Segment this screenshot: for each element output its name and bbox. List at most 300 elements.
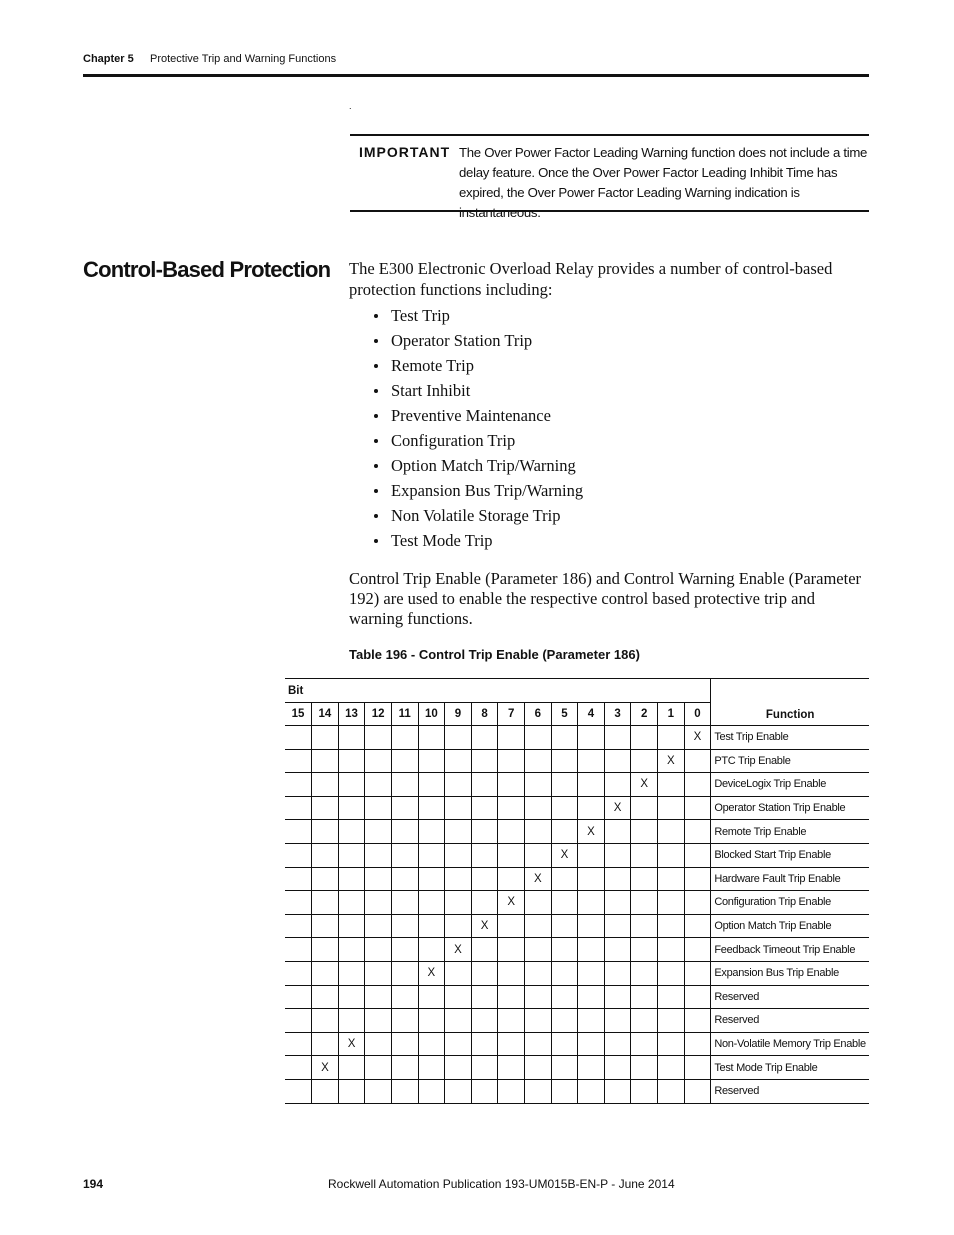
- list-item: Operator Station Trip: [371, 328, 583, 353]
- bit-cell: [445, 796, 472, 820]
- bit-cell: [604, 726, 631, 750]
- function-cell: Reserved: [711, 1079, 869, 1103]
- header-rule: [83, 74, 869, 77]
- function-cell: Test Mode Trip Enable: [711, 1056, 869, 1080]
- bit-cell: [365, 796, 392, 820]
- bit-cell: [498, 843, 525, 867]
- bit-cell: [551, 1079, 578, 1103]
- bit-cell: [604, 985, 631, 1009]
- list-item: Expansion Bus Trip/Warning: [371, 478, 583, 503]
- bit-cell: [391, 726, 418, 750]
- bit-cell: [551, 914, 578, 938]
- bit-cell: [312, 867, 339, 891]
- publication-info: Rockwell Automation Publication 193-UM015B-EN-P - June 2014: [328, 1177, 675, 1191]
- chapter-title: Protective Trip and Warning Functions: [150, 53, 337, 65]
- bit-set-mark: X: [533, 872, 542, 885]
- bit-cell: [312, 843, 339, 867]
- bit-cell: [631, 773, 658, 797]
- bit-cell: [471, 1032, 498, 1056]
- bit-cell: [498, 985, 525, 1009]
- bit-cell: [578, 1032, 605, 1056]
- bit-cell: [312, 1056, 339, 1080]
- bit-cell: [524, 843, 551, 867]
- bit-cell: [338, 1079, 365, 1103]
- function-cell: Hardware Fault Trip Enable: [711, 867, 869, 891]
- bit-cell: [604, 914, 631, 938]
- bit-header: 11: [391, 703, 418, 726]
- bit-cell: [658, 938, 685, 962]
- bit-cell: [391, 749, 418, 773]
- bit-cell: [524, 726, 551, 750]
- bit-cell: [391, 1032, 418, 1056]
- bit-cell: [578, 961, 605, 985]
- bit-cell: [604, 773, 631, 797]
- bit-cell: [631, 1009, 658, 1033]
- list-item: Test Mode Trip: [371, 528, 583, 553]
- bit-cell: [604, 891, 631, 915]
- bit-cell: [551, 1009, 578, 1033]
- bit-cell: [285, 985, 312, 1009]
- bit-cell: [312, 749, 339, 773]
- bit-cell: [418, 1056, 445, 1080]
- bit-cell: [631, 985, 658, 1009]
- bit-cell: [471, 891, 498, 915]
- bit-cell: [312, 985, 339, 1009]
- bit-cell: [365, 843, 392, 867]
- bit-cell: [578, 1009, 605, 1033]
- bit-cell: [631, 796, 658, 820]
- bit-set-mark: X: [667, 754, 675, 767]
- function-cell: Reserved: [711, 985, 869, 1009]
- bit-cell: [338, 938, 365, 962]
- function-column-header: Function: [711, 679, 869, 726]
- table-row: [285, 891, 869, 915]
- bit-cell: [684, 1056, 711, 1080]
- bit-cell: [658, 1032, 685, 1056]
- bit-cell: [338, 1009, 365, 1033]
- bit-cell: [551, 773, 578, 797]
- bit-cell: [471, 1009, 498, 1033]
- important-text: The Over Power Factor Leading Warning function does not include a time delay feature. Once the Over Power Factor Leading Inhibit Time has expired, the Over Power Factor Leading Warning indication is instantaneous.: [459, 145, 868, 220]
- bit-cell: [578, 749, 605, 773]
- bit-cell: [631, 938, 658, 962]
- bit-cell: [498, 961, 525, 985]
- bit-cell: [604, 867, 631, 891]
- bit-cell: [445, 1032, 472, 1056]
- bit-cell: [391, 843, 418, 867]
- bit-cell: [578, 938, 605, 962]
- bit-set-mark: X: [321, 1061, 329, 1074]
- bit-cell: [551, 1056, 578, 1080]
- bit-cell: [498, 820, 525, 844]
- bit-set-mark: X: [427, 967, 436, 980]
- bit-cell: [658, 773, 685, 797]
- bit-cell: [551, 843, 578, 867]
- bit-cell: [471, 820, 498, 844]
- bit-cell: [684, 985, 711, 1009]
- important-label: IMPORTANT: [359, 144, 451, 160]
- list-item: Non Volatile Storage Trip: [371, 503, 583, 528]
- bit-cell: [285, 773, 312, 797]
- function-cell: DeviceLogix Trip Enable: [711, 773, 869, 797]
- bit-cell: [365, 867, 392, 891]
- chapter-label: Chapter 5: [83, 53, 134, 65]
- protection-function-list: [371, 303, 583, 553]
- bit-cell: [471, 726, 498, 750]
- function-cell: Test Trip Enable: [711, 726, 869, 750]
- bit-cell: [365, 1056, 392, 1080]
- bit-cell: [631, 961, 658, 985]
- table-row: [285, 938, 869, 962]
- bit-cell: [365, 961, 392, 985]
- bit-cell: [365, 891, 392, 915]
- bit-cell: [471, 796, 498, 820]
- table-row: [285, 867, 869, 891]
- function-cell: Operator Station Trip Enable: [711, 796, 869, 820]
- bit-cell: [551, 891, 578, 915]
- bit-cell: [631, 867, 658, 891]
- function-cell: PTC Trip Enable: [711, 749, 869, 773]
- bit-cell: [365, 1032, 392, 1056]
- bit-cell: [365, 938, 392, 962]
- bit-cell: [631, 843, 658, 867]
- bit-cell: [658, 1079, 685, 1103]
- table-row: [285, 1032, 869, 1056]
- bit-cell: [312, 773, 339, 797]
- bit-cell: [312, 961, 339, 985]
- table-row: [285, 726, 869, 750]
- bit-cell: [445, 773, 472, 797]
- bit-cell: [418, 914, 445, 938]
- bit-cell: [338, 820, 365, 844]
- list-item: Option Match Trip/Warning: [371, 453, 583, 478]
- bit-cell: [578, 796, 605, 820]
- bit-cell: [338, 796, 365, 820]
- bit-cell: [658, 961, 685, 985]
- bit-cell: [338, 961, 365, 985]
- bit-cell: [498, 914, 525, 938]
- section-heading: Control-Based Protection: [83, 257, 331, 282]
- bit-cell: [658, 985, 685, 1009]
- bit-cell: [471, 867, 498, 891]
- bit-cell: [524, 985, 551, 1009]
- bit-cell: [631, 820, 658, 844]
- control-trip-enable-table: [285, 678, 869, 1104]
- bit-cell: [658, 1056, 685, 1080]
- bit-cell: [498, 749, 525, 773]
- function-cell: Blocked Start Trip Enable: [711, 843, 869, 867]
- bit-set-mark: X: [454, 943, 462, 956]
- table-row: [285, 1079, 869, 1103]
- bit-cell: [365, 985, 392, 1009]
- bit-set-mark: X: [613, 802, 622, 815]
- bit-cell: [338, 1056, 365, 1080]
- bit-cell: [551, 985, 578, 1009]
- bit-cell: [418, 773, 445, 797]
- bit-cell: [631, 1056, 658, 1080]
- list-item: Preventive Maintenance: [371, 403, 583, 428]
- bit-cell: [391, 796, 418, 820]
- bit-cell: [285, 1032, 312, 1056]
- table-row: [285, 961, 869, 985]
- bit-cell: [631, 914, 658, 938]
- bit-cell: [498, 1032, 525, 1056]
- bit-cell: [285, 961, 312, 985]
- bit-cell: [658, 843, 685, 867]
- bit-cell: [445, 985, 472, 1009]
- bit-cell: [365, 749, 392, 773]
- bit-cell: [684, 843, 711, 867]
- table-row: [285, 1009, 869, 1033]
- bit-cell: [524, 749, 551, 773]
- function-cell: Expansion Bus Trip Enable: [711, 961, 869, 985]
- bit-cell: [658, 820, 685, 844]
- bit-cell: [445, 1079, 472, 1103]
- bit-cell: [658, 1009, 685, 1033]
- bit-cell: [445, 914, 472, 938]
- bit-cell: [684, 1079, 711, 1103]
- bit-cell: [524, 773, 551, 797]
- bit-cell: [604, 1079, 631, 1103]
- bit-cell: [498, 796, 525, 820]
- bit-cell: [498, 867, 525, 891]
- bit-cell: [578, 1056, 605, 1080]
- bit-cell: [338, 726, 365, 750]
- bit-cell: [338, 867, 365, 891]
- bit-header: 6: [524, 703, 551, 726]
- bit-cell: [445, 938, 472, 962]
- bit-set-mark: X: [347, 1038, 356, 1051]
- bit-cell: [285, 749, 312, 773]
- bit-cell: [658, 914, 685, 938]
- bit-cell: [391, 1056, 418, 1080]
- bit-set-mark: X: [507, 896, 516, 909]
- bit-cell: [578, 773, 605, 797]
- bit-cell: [391, 1079, 418, 1103]
- bit-cell: [524, 1056, 551, 1080]
- bit-cell: [684, 1032, 711, 1056]
- bit-cell: [338, 749, 365, 773]
- bit-cell: [312, 914, 339, 938]
- bit-cell: [684, 726, 711, 750]
- bit-cell: [471, 914, 498, 938]
- bit-cell: [684, 938, 711, 962]
- bit-header: 10: [418, 703, 445, 726]
- bit-cell: [684, 749, 711, 773]
- bit-cell: [524, 1009, 551, 1033]
- bit-cell: [285, 1009, 312, 1033]
- bit-cell: [498, 1009, 525, 1033]
- bit-cell: [285, 867, 312, 891]
- function-cell: Feedback Timeout Trip Enable: [711, 938, 869, 962]
- bit-cell: [418, 867, 445, 891]
- bit-cell: [338, 773, 365, 797]
- bit-cell: [471, 1056, 498, 1080]
- bit-cell: [498, 938, 525, 962]
- function-cell: Non-Volatile Memory Trip Enable: [711, 1032, 869, 1056]
- bit-cell: [285, 1056, 312, 1080]
- function-cell: Remote Trip Enable: [711, 820, 869, 844]
- bit-cell: [418, 1032, 445, 1056]
- bit-cell: [285, 1079, 312, 1103]
- bit-cell: [445, 1009, 472, 1033]
- list-item: Configuration Trip: [371, 428, 583, 453]
- bit-cell: [285, 891, 312, 915]
- bit-header: 5: [551, 703, 578, 726]
- bit-cell: [391, 867, 418, 891]
- bit-cell: [418, 843, 445, 867]
- bit-cell: [578, 1079, 605, 1103]
- bit-cell: [365, 1079, 392, 1103]
- bit-cell: [471, 938, 498, 962]
- bit-cell: [312, 726, 339, 750]
- bit-cell: [471, 961, 498, 985]
- bit-cell: [312, 1009, 339, 1033]
- bit-header: 8: [471, 703, 498, 726]
- bit-set-mark: X: [587, 825, 595, 838]
- function-cell: Option Match Trip Enable: [711, 914, 869, 938]
- function-cell: Configuration Trip Enable: [711, 891, 869, 915]
- bit-cell: [391, 1009, 418, 1033]
- bit-cell: [391, 820, 418, 844]
- bit-cell: [604, 749, 631, 773]
- bit-cell: [551, 796, 578, 820]
- bit-set-mark: X: [640, 778, 649, 791]
- bit-cell: [445, 891, 472, 915]
- bit-cell: [551, 938, 578, 962]
- bit-header: 12: [365, 703, 392, 726]
- list-item: Start Inhibit: [371, 378, 583, 403]
- bit-cell: [684, 891, 711, 915]
- intro-paragraph: The E300 Electronic Overload Relay provides a number of control-based protection functions including:: [349, 259, 833, 299]
- bit-cell: [524, 1032, 551, 1056]
- bit-cell: [445, 749, 472, 773]
- bit-cell: [285, 796, 312, 820]
- bit-cell: [312, 938, 339, 962]
- bit-cell: [551, 726, 578, 750]
- bit-cell: [631, 891, 658, 915]
- bit-cell: [471, 749, 498, 773]
- bit-cell: [498, 1079, 525, 1103]
- table-caption: Table 196 - Control Trip Enable (Parameter 186): [349, 647, 640, 662]
- bit-cell: [604, 938, 631, 962]
- bit-cell: [418, 749, 445, 773]
- bit-cell: [524, 891, 551, 915]
- bit-cell: [658, 796, 685, 820]
- bit-cell: [338, 891, 365, 915]
- bit-cell: [312, 1079, 339, 1103]
- bit-cell: [312, 1032, 339, 1056]
- table-row: [285, 843, 869, 867]
- bit-cell: [551, 749, 578, 773]
- table-row: [285, 1056, 869, 1080]
- bit-header: 13: [338, 703, 365, 726]
- bit-cell: [684, 1009, 711, 1033]
- bit-cell: [684, 914, 711, 938]
- function-cell: Reserved: [711, 1009, 869, 1033]
- bit-cell: [338, 1032, 365, 1056]
- bit-cell: [418, 891, 445, 915]
- bit-group-label: Bit: [285, 679, 711, 703]
- bit-cell: [471, 773, 498, 797]
- bit-cell: [471, 843, 498, 867]
- bit-cell: [524, 867, 551, 891]
- bit-cell: [658, 749, 685, 773]
- bit-cell: [604, 820, 631, 844]
- bit-cell: [338, 843, 365, 867]
- bit-cell: [445, 961, 472, 985]
- bit-set-mark: X: [480, 920, 489, 933]
- bit-cell: [391, 961, 418, 985]
- bit-cell: [604, 1009, 631, 1033]
- bit-cell: [578, 867, 605, 891]
- bit-cell: [524, 961, 551, 985]
- bit-cell: [631, 726, 658, 750]
- bit-header: 1: [658, 703, 685, 726]
- bit-header: 14: [312, 703, 339, 726]
- bit-cell: [551, 1032, 578, 1056]
- bit-cell: [551, 820, 578, 844]
- bit-cell: [312, 796, 339, 820]
- list-item: Test Trip: [371, 303, 583, 328]
- bit-cell: [418, 938, 445, 962]
- bit-cell: [445, 843, 472, 867]
- bit-cell: [285, 843, 312, 867]
- bit-cell: [445, 820, 472, 844]
- bit-cell: [365, 726, 392, 750]
- bit-cell: [631, 1079, 658, 1103]
- table-row: [285, 914, 869, 938]
- bit-header: 0: [684, 703, 711, 726]
- bit-cell: [578, 985, 605, 1009]
- bit-cell: [684, 961, 711, 985]
- bit-cell: [524, 914, 551, 938]
- bit-cell: [338, 985, 365, 1009]
- bit-cell: [285, 820, 312, 844]
- bit-cell: [498, 773, 525, 797]
- bit-cell: [285, 726, 312, 750]
- bit-cell: [684, 773, 711, 797]
- bit-cell: [498, 726, 525, 750]
- bit-cell: [391, 773, 418, 797]
- stray-mark: .: [349, 101, 352, 111]
- bit-cell: [524, 820, 551, 844]
- bit-cell: [418, 796, 445, 820]
- bit-cell: [338, 914, 365, 938]
- bit-cell: [658, 891, 685, 915]
- enable-paragraph: Control Trip Enable (Parameter 186) and Control Warning Enable (Parameter 192) are used to enable the respective control based protective trip and warning functions.: [349, 569, 862, 628]
- table-row: [285, 820, 869, 844]
- bit-cell: [578, 891, 605, 915]
- bit-set-mark: X: [693, 731, 702, 744]
- bit-cell: [365, 1009, 392, 1033]
- bit-cell: [445, 1056, 472, 1080]
- bit-cell: [391, 938, 418, 962]
- bit-cell: [551, 867, 578, 891]
- bit-cell: [631, 749, 658, 773]
- bit-cell: [365, 914, 392, 938]
- bit-cell: [391, 914, 418, 938]
- bit-cell: [445, 726, 472, 750]
- important-note: [350, 134, 869, 220]
- bit-cell: [418, 961, 445, 985]
- bit-header: 2: [631, 703, 658, 726]
- bit-cell: [365, 773, 392, 797]
- bit-cell: [604, 796, 631, 820]
- bit-header: 15: [285, 703, 312, 726]
- bit-header: 4: [578, 703, 605, 726]
- bit-cell: [471, 1079, 498, 1103]
